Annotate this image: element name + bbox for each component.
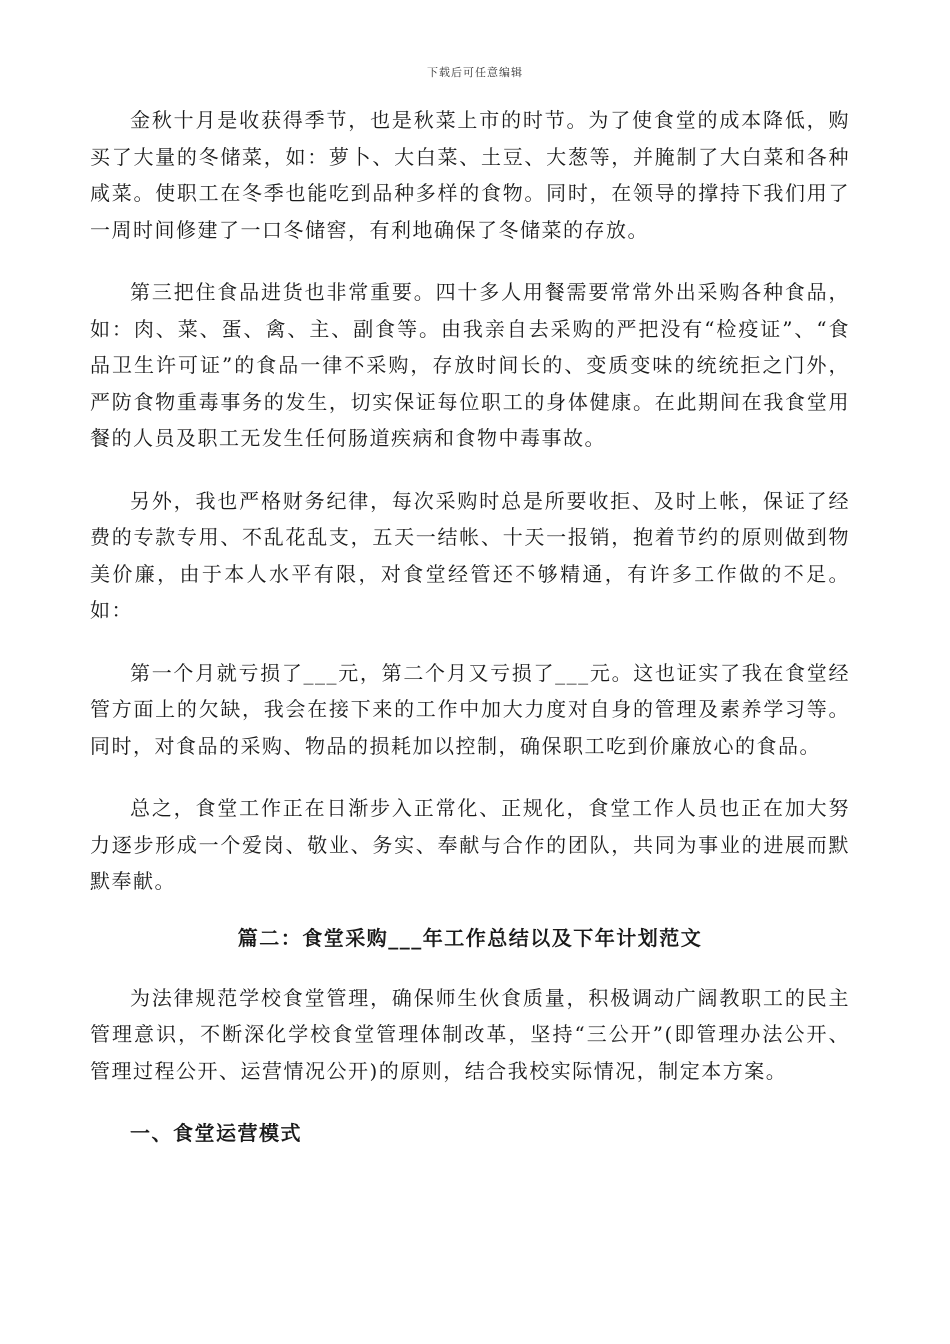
- sub-heading-operation-mode: 一、食堂运营模式: [130, 1121, 302, 1145]
- paragraph-food-purchasing: 第三把住食品进货也非常重要。四十多人用餐需要常常外出采购各种食品，如：肉、菜、蛋、禽、主、副食等。由我亲自去采购的严把没有“检疫证”、“食品卫生许可证”的食品一律不采购，存放时间长的、变质变味的统统拒之门外，严防食物重毒事务的发生，切实保证每位职工的身体健康。在此期间在我食堂用餐的人员及职工无发生任何肠道疾病和食物中毒事故。: [90, 280, 850, 450]
- paragraph-losses: 第一个月就亏损了___元，第二个月又亏损了___元。这也证实了我在食堂经管方面上的欠缺，我会在接下来的工作中加大力度对自身的管理及素养学习等。同时，对食品的采购、物品的损耗加以控制，确保职工吃到价廉放心的食品。: [90, 660, 850, 758]
- paragraph-winter-storage: 金秋十月是收获得季节，也是秋菜上市的时节。为了使食堂的成本降低，购买了大量的冬储菜，如：萝卜、大白菜、土豆、大葱等，并腌制了大白菜和各种咸菜。使职工在冬季也能吃到品种多样的食物。同时，在领导的撑持下我们用了一周时间修建了一口冬储窖，有利地确保了冬储菜的存放。: [90, 108, 850, 242]
- document-body: [90, 102, 850, 1151]
- page-header: 下载后可任意编辑: [427, 66, 523, 79]
- section-title: 篇二：食堂采购___年工作总结以及下年计划范文: [237, 925, 703, 950]
- paragraph-summary: 总之，食堂工作正在日渐步入正常化、正规化，食堂工作人员也正在加大努力逐步形成一个爱岗、敬业、务实、奉献与合作的团队，共同为事业的进展而默默奉献。: [90, 796, 850, 893]
- paragraph-section-intro: 为法律规范学校食堂管理，确保师生伙食质量，积极调动广阔教职工的民主管理意识，不断深化学校食堂管理体制改革，坚持“三公开”(即管理办法公开、管理过程公开、运营情况公开)的原则，结合我校实际情况，制定本方案。: [90, 985, 850, 1083]
- paragraph-financial-discipline: 另外，我也严格财务纪律，每次采购时总是所要收拒、及时上帐，保证了经费的专款专用、不乱花乱支，五天一结帐、十天一报销，抱着节约的原则做到物美价廉，由于本人水平有限，对食堂经管还不够精通，有许多工作做的不足。如：: [90, 488, 850, 622]
